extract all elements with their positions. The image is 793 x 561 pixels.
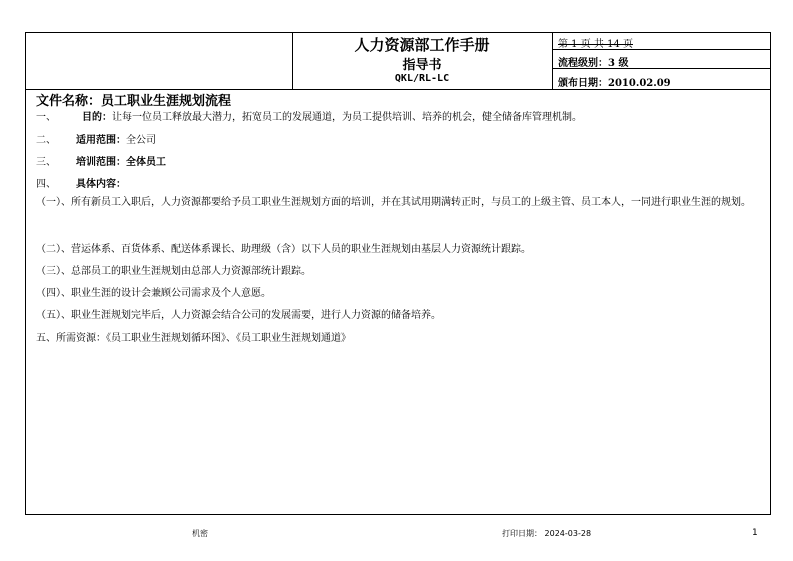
- section-training-scope: [36, 153, 166, 168]
- confidential-label: 机密: [192, 529, 208, 538]
- content-item-5: （五）、职业生涯规划完毕后，人力资源会结合公司的发展需要，进行人力资源的储备培养。: [36, 310, 441, 321]
- content-item-1: （一）、所有新员工入职后，人力资源都要给予员工职业生涯规划方面的培训，并在其试用期满转正时，与员工的上级主管、员工本人，一同进行职业生涯的规划。: [36, 197, 751, 208]
- section-purpose: [36, 108, 582, 123]
- section-number: 四、: [36, 179, 56, 190]
- manual-title: 人力资源部工作手册: [354, 36, 490, 54]
- section-label: 培训范围：: [76, 157, 126, 168]
- section-number: 二、: [36, 135, 56, 146]
- document-name: 文件名称：员工职业生涯规划流程: [36, 94, 232, 109]
- print-date: 打印日期： 2024-03-28: [502, 529, 592, 538]
- section-label: 目的：: [82, 112, 112, 123]
- manual-subtitle: 指导书: [402, 58, 442, 73]
- content-item-3: （三）、总部员工的职业生涯规划由总部人力资源部统计跟踪。: [36, 266, 311, 277]
- content-item-2: （二）、营运体系、百货体系、配送体系课长、助理级（含）以下人员的职业生涯规划由基层人力资源统计跟踪。: [36, 244, 531, 255]
- content-item-4: （四）、职业生涯的设计会兼顾公司需求及个人意愿。: [36, 288, 271, 299]
- section-content: [36, 175, 126, 190]
- release-date: 颁布日期：2010.02.09: [558, 78, 671, 89]
- page-info: 第 1 页 共 14 页: [558, 39, 633, 50]
- section-text: 全体员工: [126, 157, 166, 168]
- section-text: 全公司: [126, 135, 156, 146]
- manual-code: QKL/RL-LC: [394, 73, 450, 84]
- section-label: 适用范围：: [76, 135, 126, 146]
- page-number: 1: [752, 528, 758, 538]
- section-number: 一、: [36, 112, 56, 123]
- section-resources: 五、所需资源：《员工职业生涯规划循环图》、《员工职业生涯规划通道》: [36, 333, 351, 344]
- section-label: 具体内容：: [76, 179, 126, 190]
- process-level: 流程级别：3 级: [558, 58, 629, 69]
- section-number: 三、: [36, 157, 56, 168]
- section-scope: [36, 131, 156, 146]
- section-text: 让每一位员工释放最大潜力，拓宽员工的发展通道，为员工提供培训、培养的机会，健全储备库管理机制。: [112, 112, 582, 123]
- header-divider-right: [552, 32, 553, 90]
